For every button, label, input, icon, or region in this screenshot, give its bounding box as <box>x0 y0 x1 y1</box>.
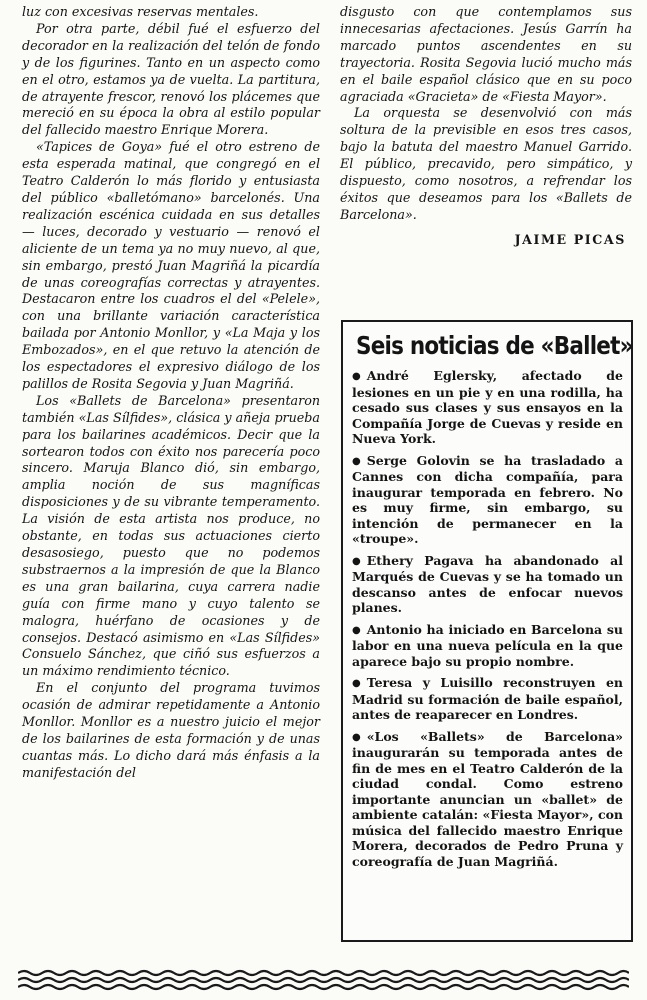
article-paragraph: Los «Ballets de Barcelona» presentaron también «Las Sílfides», clásica y añeja prueba para los bailarines académicos. Decir que la sortearon todos con éxito nos parecería poco sincero. Maruja Blanco dió, sin embargo, amplia noción de sus magníficas disposiciones y de su vibrante temperamento. La visión de esta artista nos produce, no obstante, en todas sus actuaciones cierto desasosiego, puesto que no podemos substraernos a la impresión de que la Blanco es una gran bailarina, cuya carrera nadie guía con firme mano y cuyo talento se malogra, huérfano de ocasiones y de consejos. Destacó asimismo en «Las Sílfides» Consuelo Sánchez, que ciñó sus esfuerzos a un máximo rendimiento técnico. <box>22 392 320 679</box>
article-paragraph: «Tapices de Goya» fué el otro estreno de esta esperada matinal, que congregó en el Teatro Calderón lo más florido y entusiasta del público «balletómano» barcelonés. Una realización escénica cuidada en sus detalles — luces, decorado y vestuario — renovó el aliciente de un tema ya no muy nuevo, al que, sin embargo, prestó Juan Magriñá la picardía de unas coreografías correctas y atrayentes. Destacaron entre los cuadros el del «Pelele», con una brillante variación característica bailada por Antonio Monllor, y «La Maja y los Embozados», en el que retuvo la atención de los espectadores el expresivo diálogo de los palillos de Rosita Segovia y Juan Magriñá. <box>22 139 320 391</box>
news-item <box>352 368 623 447</box>
news-item <box>352 675 623 723</box>
article-right-column <box>340 4 632 249</box>
news-item <box>352 553 623 616</box>
bullet-icon: ● <box>352 731 361 743</box>
article-paragraph: En el conjunto del programa tuvimos ocasión de admirar repetidamente a Antonio Monllor. Monllor es a nuestro juicio el mejor de los bailarines de esta formación y de unas cuantas más. Lo dicho dará más énfasis a la manifestación del <box>22 680 320 780</box>
article-paragraph: luz con excesivas reservas mentales. <box>22 4 259 19</box>
bullet-icon: ● <box>352 555 361 567</box>
news-item-text: «Los «Ballets» de Barcelona» inaugurarán su temporada antes de fin de mes en el Teatro Calderón de la ciudad condal. Como estreno importante anuncian un «ballet» de ambiente catalán: «Fiesta Mayor», con música del fallecido maestro Enrique Morera, decorados de Pedro Pruna y coreografía de Juan Magriñá. <box>352 728 623 869</box>
article-paragraph: disgusto con que contemplamos sus innecesarias afectaciones. Jesús Garrín ha marcado puntos ascendentes en su trayectoria. Rosita Segovia lució mucho más en el baile español clásico que en su poco agraciada «Gracieta» de «Fiesta Mayor». <box>340 4 632 104</box>
news-item <box>352 453 623 547</box>
bullet-icon: ● <box>352 624 361 636</box>
news-item <box>352 622 623 670</box>
news-item-text: Ethery Pagava ha abandonado al Marqués de Cuevas y se ha tomado un descanso antes de enfocar nuevos planes. <box>352 552 623 615</box>
article-paragraph: La orquesta se desenvolvió con más soltura de la previsible en esos tres casos, bajo la batuta del maestro Manuel Garrido. El público, precavido, pero simpático, y dispuesto, como nosotros, a refrendar los éxitos que deseamos para los «Ballets de Barcelona». <box>340 105 632 222</box>
bullet-icon: ● <box>352 371 361 382</box>
news-item <box>352 729 623 870</box>
news-item-text: Teresa y Luisillo reconstruyen en Madrid su formación de baile español, antes de reaparecer en Londres. <box>352 675 623 722</box>
news-box <box>341 320 633 942</box>
news-item-text: André Eglersky, afectado de lesiones en un pie y en una rodilla, ha cesado sus clases y sus ensayos en la Compañía Jorge de Cuevas y reside en Nueva York. <box>352 368 623 446</box>
news-item-text: Antonio ha iniciado en Barcelona su labor en una nueva película en la que aparece bajo su propio nombre. <box>352 621 623 669</box>
news-item-text: Serge Golovin se ha trasladado a Cannes con dicha compañía, para inaugurar temporada en febrero. No es muy firme, sin embargo, su intención de permanecer en la «troupe». <box>352 452 623 546</box>
bullet-icon: ● <box>352 455 361 467</box>
article-paragraph: Por otra parte, débil fué el esfuerzo del decorador en la realización del telón de fondo y de los figurines. Tanto en un aspecto como en el otro, estamos ya de vuelta. La partitura, de atrayente frescor, renovó los plácemes que mereció en su época la obra al estilo popular del fallecido maestro Enrique Morera. <box>22 20 320 138</box>
author-signature: JAIME PICAS <box>514 231 626 247</box>
bullet-icon: ● <box>352 678 361 689</box>
decorative-wavy-border <box>18 968 629 992</box>
news-box-title: Seis noticias de «Ballet» <box>356 331 633 360</box>
article-left-column <box>22 4 320 782</box>
